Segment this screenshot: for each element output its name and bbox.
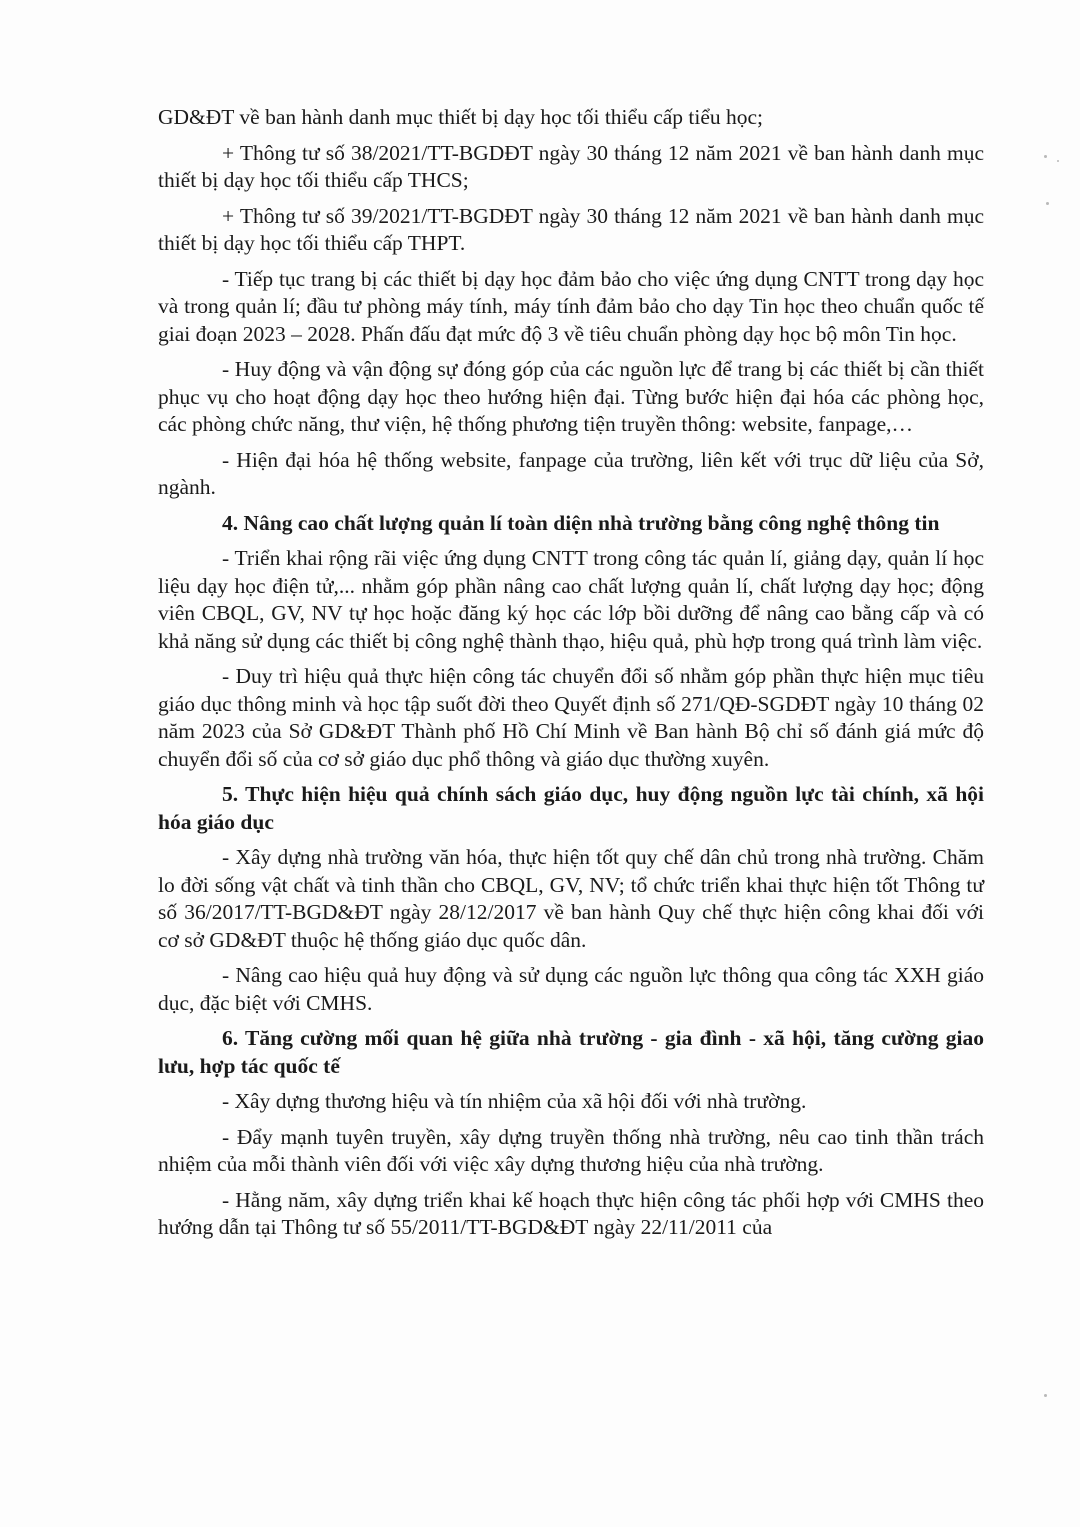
- paragraph: + Thông tư số 39/2021/TT-BGDĐT ngày 30 tháng 12 năm 2021 về ban hành danh mục thiết bị dạy học tối thiểu cấp THPT.: [158, 203, 984, 255]
- paragraph: - Nâng cao hiệu quả huy động và sử dụng các nguồn lực thông qua công tác XXH giáo dục, đặc biệt với CMHS.: [158, 963, 984, 1015]
- paragraph: - Đẩy mạnh tuyên truyền, xây dựng truyền thống nhà trường, nêu cao tinh thần trách nhiệm của mỗi thành viên đối với việc xây dựng thương hiệu của nhà trường.: [158, 1124, 984, 1176]
- document-body: [158, 104, 984, 1250]
- section-heading: 5. Thực hiện hiệu quả chính sách giáo dục, huy động nguồn lực tài chính, xã hội hóa giáo dục: [158, 782, 984, 834]
- section-heading: 4. Nâng cao chất lượng quản lí toàn diện nhà trường bằng công nghệ thông tin: [222, 510, 940, 535]
- paragraph: - Xây dựng thương hiệu và tín nhiệm của xã hội đối với nhà trường.: [222, 1089, 807, 1113]
- scan-speck: [1046, 202, 1049, 205]
- paragraph: - Hiện đại hóa hệ thống website, fanpage của trường, liên kết với trục dữ liệu của Sở, ngành.: [158, 447, 984, 499]
- paragraph: - Triển khai rộng rãi việc ứng dụng CNTT trong công tác quản lí, giảng dạy, quản lí học liệu dạy học điện tử,... nhằm góp phần nâng cao chất lượng quản lí, chất lượng dạy học; động viên CBQL, GV, NV tự học hoặc đăng ký học các lớp bồi dưỡng để nâng cao bằng cấp và có khả năng sử dụng các thiết bị công nghệ thành thạo, hiệu quả, phù hợp trong quá trình làm việc.: [158, 546, 984, 653]
- paragraph: - Tiếp tục trang bị các thiết bị dạy học đảm bảo cho việc ứng dụng CNTT trong dạy học và trong quản lí; đầu tư phòng máy tính, máy tính đảm bảo cho dạy Tin học theo chuẩn quốc tế giai đoạn 2023 – 2028. Phấn đấu đạt mức độ 3 về tiêu chuẩn phòng dạy học bộ môn Tin học.: [158, 266, 984, 346]
- paragraph: GD&ĐT về ban hành danh mục thiết bị dạy học tối thiểu cấp tiểu học;: [158, 105, 764, 129]
- scan-speck: [1044, 1394, 1047, 1397]
- paragraph: - Xây dựng nhà trường văn hóa, thực hiện tốt quy chế dân chủ trong nhà trường. Chăm lo đời sống vật chất và tinh thần cho CBQL, GV, NV; tổ chức triển khai thực hiện tốt Thông tư số 36/2017/TT-BGD&ĐT ngày 28/12/2017 về ban hành Quy chế thực hiện công khai đối với cơ sở GD&ĐT thuộc hệ thống giáo dục quốc dân.: [158, 845, 984, 952]
- paragraph: - Hằng năm, xây dựng triển khai kế hoạch thực hiện công tác phối hợp với CMHS theo hướng dẫn tại Thông tư số 55/2011/TT-BGD&ĐT ngày 22/11/2011 của: [158, 1187, 984, 1239]
- paragraph: + Thông tư số 38/2021/TT-BGDĐT ngày 30 tháng 12 năm 2021 về ban hành danh mục thiết bị dạy học tối thiểu cấp THCS;: [158, 140, 984, 192]
- paragraph: - Huy động và vận động sự đóng góp của các nguồn lực để trang bị các thiết bị cần thiết phục vụ cho hoạt động dạy học theo hướng hiện đại. Từng bước hiện đại hóa các phòng học, các phòng chức năng, thư viện, hệ thống phương tiện truyền thông: website, fanpage,…: [158, 357, 984, 436]
- section-heading: 6. Tăng cường mối quan hệ giữa nhà trường - gia đình - xã hội, tăng cường giao lưu, hợp tác quốc tế: [158, 1026, 984, 1078]
- scan-speck: [1057, 160, 1059, 162]
- paragraph: - Duy trì hiệu quả thực hiện công tác chuyển đổi số nhằm góp phần thực hiện mục tiêu giáo dục thông minh và học tập suốt đời theo Quyết định số 271/QĐ-SGDĐT ngày 10 tháng 02 năm 2023 của Sở GD&ĐT Thành phố Hồ Chí Minh về Ban hành Bộ chỉ số đánh giá mức độ chuyển đổi số của cơ sở giáo dục phổ thông và giáo dục thường xuyên.: [158, 664, 984, 771]
- scan-speck: [1044, 155, 1047, 158]
